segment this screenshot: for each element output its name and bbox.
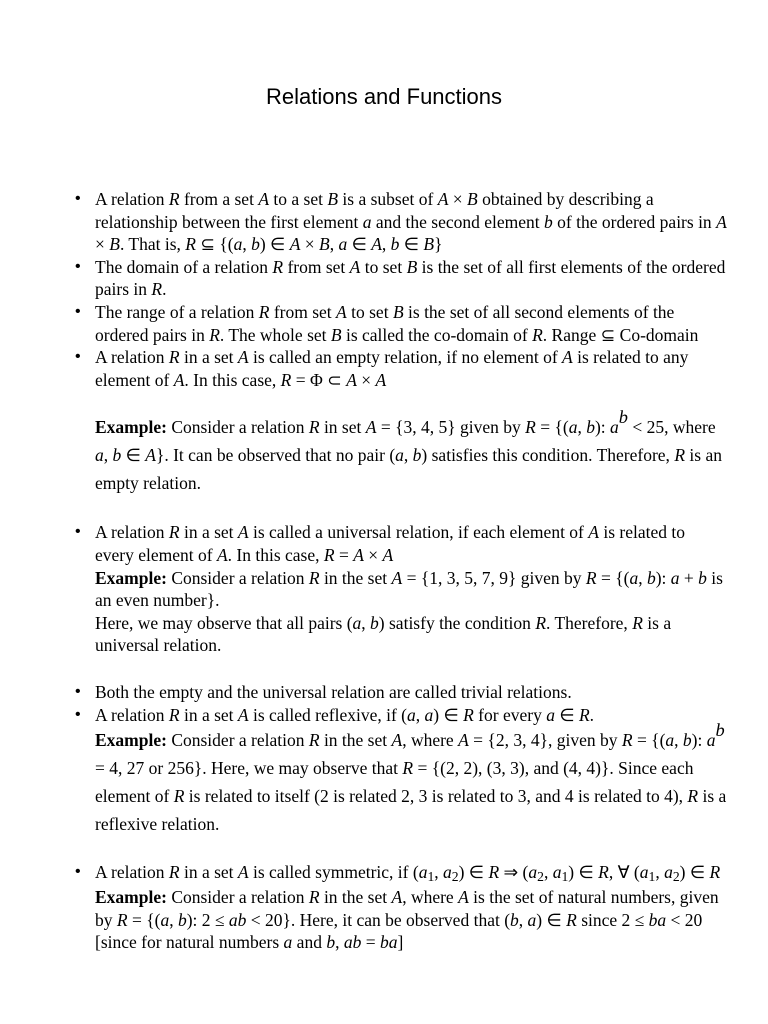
- example-label: Example:: [95, 417, 167, 438]
- list-item-universal-relation: • A relation R in a set A is called a universal relation, if each element of A is related to every element of A. In this case, R = A × A Example: Consider a relation R in the set A = {1, 3, 5, 7, 9} given by R = {(a, b): a + b is an even number}. Here, we may observe that all pairs (a, b) satisfy the condition R. Therefore, R is a universal relation.: [95, 521, 727, 657]
- list-item-relation-definition: • A relation R from a set A to a set B is a subset of A × B obtained by describing a relationship between the first element a and the second element b of the ordered pairs in A × B. That is, R ⊆ {(a, b) ∈ A × B, a ∈ A, b ∈ B}: [95, 188, 727, 256]
- example-symmetric-relation: Example: Consider a relation R in the set A, where A is the set of natural numbers, given by R = {(a, b): 2 ≤ ab < 20}. Here, it can be observed that (b, a) ∈ R since 2 ≤ ba < 20 [since for natural numbers a and b, ab = ba]: [95, 887, 719, 953]
- page-title: Relations and Functions: [265, 84, 503, 109]
- list-item-reflexive-relation: • A relation R in a set A is called reflexive, if (a, a) ∈ R for every a ∈ R. Example: Consider a relation R in the set A, where A = {2, 3, 4}, given by R = {(a, b): ab = 4, 27 or 256}. Here, we may observe that R = {(2, 2), (3, 3), and (4, 4)}. Since each element of R is related to itself (2 is related 2, 3 is related to 3, and 4 is related to 4), R is a reflexive relation.: [95, 704, 727, 839]
- list-item-symmetric-relation: • A relation R in a set A is called symmetric, if ($a_1$, $a_2$) ∈ R ⇒ ($a_2$, $a_1$) ∈ R, ∀ ($a_1$, $a_2$) ∈ R Example: Consider a relation R in the set A, where A is the set of natural numbers, given by R = {(a, b): 2 ≤ ab < 20}. Here, it can be observed that (b, a) ∈ R since 2 ≤ ba < 20 [since for natural numbers a and b, ab = ba]: [95, 858, 727, 954]
- example-universal-relation: Example: Consider a relation R in the set A = {1, 3, 5, 7, 9} given by R = {(a, b): a + b is an even number}.: [95, 567, 723, 611]
- list-item-empty-relation: • A relation R in a set A is called an empty relation, if no element of A is related to any element of A. In this case, R = Φ ⊂ A × A Example: Consider a relation R in set A = {3, 4, 5} given by R = {(a, b): ab < 25, where a, b ∈ A}. It can be observed that no pair (a, b) satisfies this condition. Therefore, R is an empty relation.: [95, 346, 727, 497]
- list-item-domain: • The domain of a relation R from set A to set B is the set of all first elements of the ordered pairs in R.: [95, 256, 727, 301]
- list-item-range: • The range of a relation R from set A to set B is the set of all second elements of the ordered pairs in R. The whole set B is called the co-domain of R. Range ⊆ Co-domain: [95, 301, 727, 346]
- example-label: Example:: [95, 567, 167, 588]
- note-universal-relation: Here, we may observe that all pairs (a, b) satisfy the condition R. Therefore, R is a universal relation.: [95, 612, 672, 656]
- example-label: Example:: [95, 887, 167, 908]
- example-reflexive-relation: Example: Consider a relation R in the set A, where A = {2, 3, 4}, given by R = {(a, b): ab = 4, 27 or 256}. Here, we may observe that R = {(2, 2), (3, 3), and (4, 4)}. Since each element of R is related to itself (2 is related 2, 3 is related to 3, and 4 is related to 4), R is a reflexive relation.: [95, 720, 727, 835]
- example-empty-relation: Example: Consider a relation R in set A = {3, 4, 5} given by R = {(a, b): ab < 25, where a, b ∈ A}. It can be observed that no pair (a, b) satisfies this condition. Therefore, R is an empty relation.: [95, 407, 722, 494]
- list-item-trivial-relations: • Both the empty and the universal relation are called trivial relations.: [95, 681, 727, 704]
- bullet-list: [95, 188, 727, 954]
- example-label: Example:: [95, 730, 167, 751]
